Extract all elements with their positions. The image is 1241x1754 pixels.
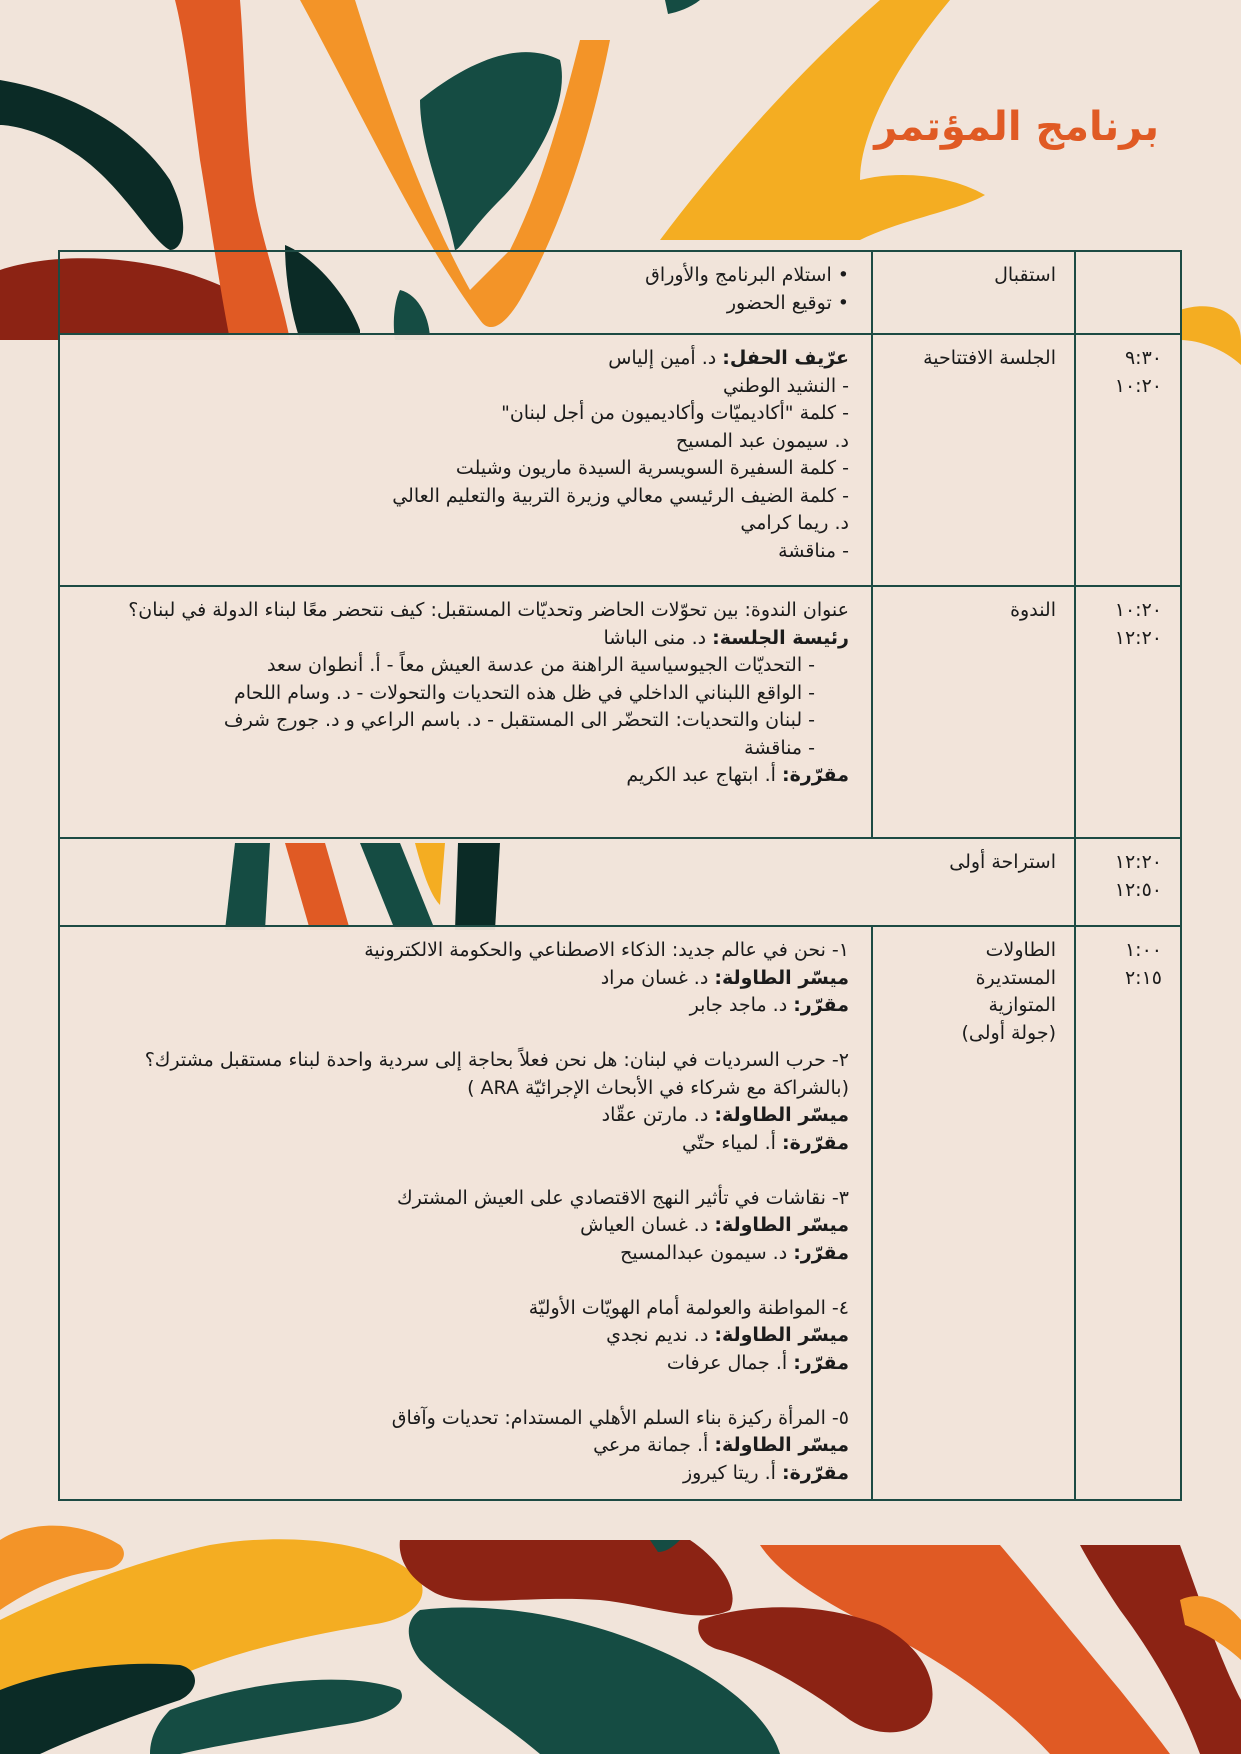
- page-title: برنامج المؤتمر: [874, 104, 1159, 150]
- time-cell: [1075, 838, 1181, 926]
- list-item: - النشيد الوطني: [723, 374, 849, 397]
- round-table-title: ١- نحن في عالم جديد: الذكاء الاصطناعي والحكومة الالكترونية: [364, 939, 849, 961]
- list-item: د. سيمون عبد المسيح: [675, 429, 849, 452]
- list-item: - التحديّات الجيوسياسية الراهنة من عدسة العيش معاً - أ. أنطوان سعد: [266, 654, 815, 676]
- talks-list: [74, 652, 849, 762]
- time-end: ١٢:٥٠: [1114, 878, 1162, 901]
- rapporteur-value: أ. ابتهاج عبد الكريم: [626, 764, 782, 786]
- time-cell: [1075, 251, 1181, 334]
- mc-value: د. أمين إلياس: [608, 347, 723, 369]
- list-item: - كلمة الضيف الرئيسي معالي وزيرة التربية والتعليم العالي: [392, 484, 849, 507]
- time-cell: [1075, 586, 1181, 838]
- time-cell: [1075, 926, 1181, 1500]
- facilitator-line: ميسّر الطاولة: د. غسان مراد: [600, 966, 849, 989]
- spacer: [74, 1267, 849, 1295]
- session-details: [59, 334, 872, 586]
- session-details: [59, 926, 872, 1500]
- row-round-tables: [59, 926, 1181, 1500]
- facilitator-line: ميسّر الطاولة: د. نديم نجدي: [606, 1324, 849, 1346]
- round-table-title: ٣- نقاشات في تأثير النهج الاقتصادي على العيش المشترك: [396, 1186, 849, 1209]
- partner-note: (بالشراكة مع شركاء في الأبحاث الإجرائيّة ARA ): [467, 1076, 849, 1099]
- time-start: ١:٠٠: [1124, 939, 1162, 961]
- round-table-title: ٤- المواطنة والعولمة أمام الهويّات الأوليّة: [528, 1296, 849, 1319]
- session-name: استقبال: [872, 251, 1075, 334]
- list-item: د. ريما كرامي: [740, 512, 849, 534]
- time-end: ١٢:٢٠: [1114, 626, 1162, 649]
- time-cell: [1075, 334, 1181, 586]
- chair-value: د. منى الباشا: [603, 626, 713, 649]
- mc-label: عرّيف الحفل:: [722, 347, 849, 369]
- session-name: الطاولات المستديرة المتوازية (جولة أولى): [872, 926, 1075, 1500]
- session-name: استراحة أولى: [59, 838, 1075, 926]
- list-item: - الواقع اللبناني الداخلي في ظل هذه التحديات والتحولات - د. وسام اللحام: [234, 681, 815, 704]
- session-details: [59, 251, 872, 334]
- rapporteur-line: [74, 762, 849, 790]
- time-end: ٢:١٥: [1124, 966, 1162, 989]
- spacer: [74, 1157, 849, 1185]
- decor-yellow-right-curve: [1180, 306, 1241, 365]
- session-details: [59, 586, 872, 838]
- session-name: الندوة: [872, 586, 1075, 838]
- time-end: ١٠:٢٠: [1114, 374, 1162, 397]
- decor-teal-top-tip: [665, 0, 700, 14]
- facilitator-line: ميسّر الطاولة: أ. جمانة مرعي: [593, 1434, 849, 1456]
- spacer: [74, 1020, 849, 1048]
- rapporteur-line: مقرّرة: أ. ريتا كيروز: [682, 1461, 849, 1484]
- row-break: [59, 838, 1181, 926]
- rapporteur-line: مقرّرة: أ. لمياء حتّي: [682, 1131, 849, 1154]
- time-start: ١٢:٢٠: [1114, 851, 1162, 873]
- chair-label: رئيسة الجلسة:: [712, 626, 849, 649]
- list-item: • توقيع الحضور: [726, 291, 849, 314]
- rapporteur-line: مقرّر: أ. جمال عرفات: [666, 1351, 849, 1374]
- spacer: [74, 1377, 849, 1405]
- row-reception: [59, 251, 1181, 334]
- chair-line: [74, 625, 849, 653]
- time-start: ٩:٣٠: [1124, 347, 1162, 369]
- seminar-topic: عنوان الندوة: بين تحوّلات الحاضر وتحديّات المستقبل: كيف نتحضر معًا لبناء الدولة في لبنان؟: [128, 599, 849, 621]
- list-item: - كلمة "أكاديميّات وأكاديميون من أجل لبنان": [501, 402, 849, 424]
- rapporteur-line: مقرّر: د. ماجد جابر: [689, 994, 849, 1016]
- round-table-title: ٢- حرب السرديات في لبنان: هل نحن فعلاً بحاجة إلى سردية واحدة لبناء مستقبل مشترك؟: [144, 1049, 849, 1071]
- rapporteur-line: مقرّر: د. سيمون عبدالمسيح: [620, 1241, 849, 1264]
- rapporteur-label: مقرّرة:: [781, 764, 849, 786]
- facilitator-line: ميسّر الطاولة: د. غسان العياش: [580, 1214, 849, 1236]
- facilitator-line: ميسّر الطاولة: د. مارتن عقّاد: [601, 1104, 849, 1126]
- decor-red-bottom-center: [400, 1540, 733, 1615]
- mc-line: [74, 345, 849, 373]
- program-table: [58, 250, 1182, 1501]
- list-item: - لبنان والتحديات: التحضّر الى المستقبل - د. باسم الراعي و د. جورج شرف: [223, 709, 815, 731]
- round-table-title: ٥- المرأة ركيزة بناء السلم الأهلي المستدام: تحديات وآفاق: [391, 1406, 849, 1429]
- time-start: ١٠:٢٠: [1114, 599, 1162, 621]
- session-name: الجلسة الافتتاحية: [872, 334, 1075, 586]
- decor-dark-teal-left-stroke: [0, 80, 183, 250]
- row-seminar: [59, 586, 1181, 838]
- row-opening-session: [59, 334, 1181, 586]
- list-item: - مناقشة: [744, 736, 815, 759]
- list-item: • استلام البرنامج والأوراق: [645, 264, 849, 286]
- list-item: - مناقشة: [778, 539, 849, 562]
- list-item: - كلمة السفيرة السويسرية السيدة ماريون وشيلت: [455, 457, 849, 479]
